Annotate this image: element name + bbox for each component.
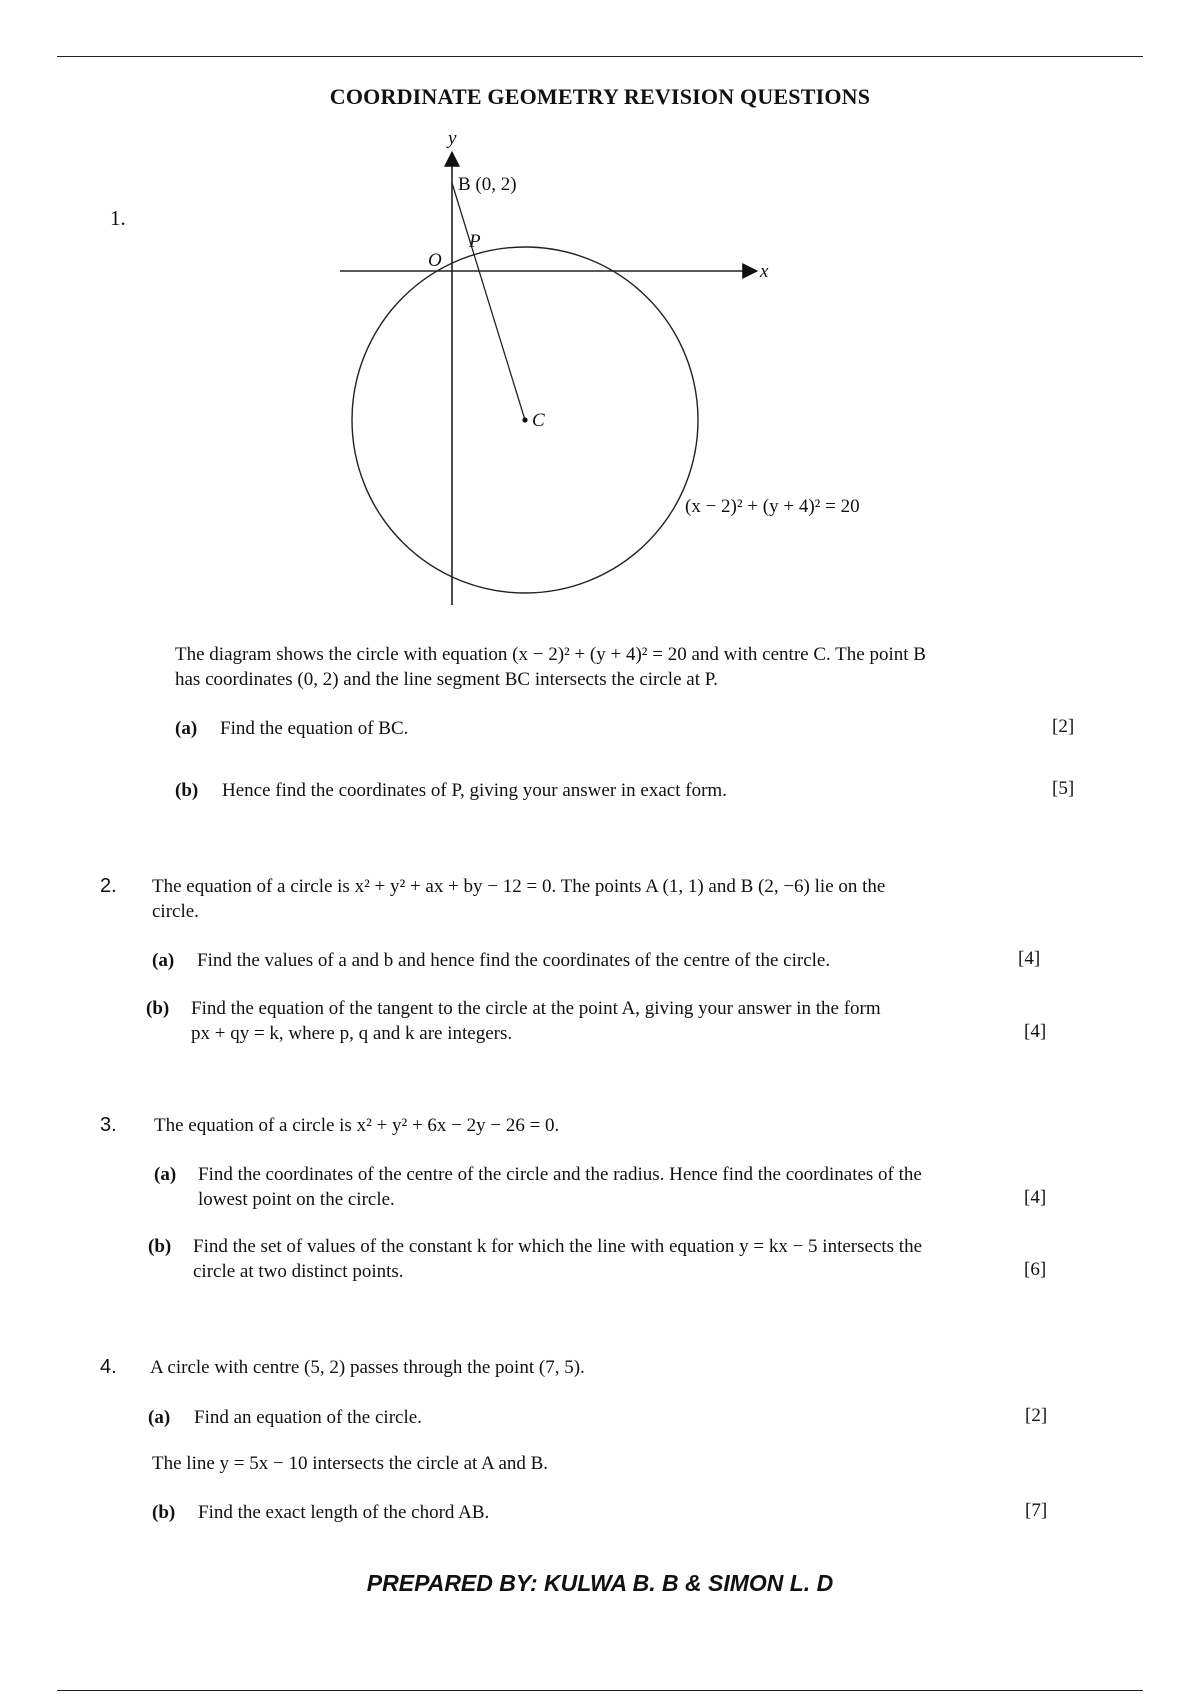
q4-intro: A circle with centre (5, 2) passes through the point (7, 5). (150, 1357, 585, 1378)
q4-part-a-text: Find an equation of the circle. (194, 1407, 422, 1428)
y-axis-label: y (448, 130, 457, 149)
q4-part-b-text: Find the exact length of the chord AB. (198, 1502, 490, 1523)
q3-part-a-line2: lowest point on the circle. (198, 1189, 395, 1210)
question-4-number: 4. (100, 1356, 117, 1378)
q2-part-b-marks: [4] (1024, 1021, 1047, 1042)
q1-part-b-marks: [5] (1052, 778, 1075, 799)
circle-equation-label: (x − 2)² + (y + 4)² = 20 (685, 496, 860, 517)
q2-intro-line2: circle. (152, 901, 199, 922)
page-title: COORDINATE GEOMETRY REVISION QUESTIONS (329, 84, 871, 109)
q1-part-a-label: (a) (175, 718, 198, 739)
origin-label: O (428, 250, 442, 271)
question-2-number: 2. (100, 875, 117, 897)
q4-part-b (152, 1500, 489, 1525)
x-axis-label: x (760, 261, 769, 282)
q3-part-b-line2: circle at two distinct points. (193, 1261, 404, 1282)
q1-part-a (175, 716, 408, 741)
q3-part-a-line1: Find the coordinates of the centre of the circle and the radius. Hence find the coordinates of the (198, 1164, 922, 1185)
q3-part-b (148, 1234, 922, 1259)
q1-part-a-marks: [2] (1052, 716, 1075, 737)
bottom-rule (57, 1690, 1143, 1691)
circle-diagram (340, 130, 920, 610)
q3-part-a-label: (a) (154, 1164, 177, 1185)
point-b-label: B (0, 2) (458, 174, 517, 195)
centre-point (522, 417, 527, 422)
q3-part-b-label: (b) (148, 1236, 172, 1257)
q3-part-a (154, 1162, 922, 1187)
q1-intro-line1: The diagram shows the circle with equation (x − 2)² + (y + 4)² = 20 and with centre C. The point B (175, 644, 926, 665)
question-1-number: 1. (110, 206, 126, 230)
centre-label: C (532, 410, 545, 431)
footer-credit: PREPARED BY: KULWA B. B & SIMON L. D (366, 1570, 834, 1596)
segment-bc (452, 183, 525, 420)
q4-part-a-marks: [2] (1025, 1405, 1048, 1426)
q3-part-b-marks: [6] (1024, 1259, 1047, 1280)
q1-part-b (175, 778, 727, 803)
top-rule (57, 56, 1143, 57)
q2-part-b-line1: Find the equation of the tangent to the circle at the point A, giving your answer in the form (191, 998, 881, 1019)
q3-part-a-marks: [4] (1024, 1187, 1047, 1208)
question-3-number: 3. (100, 1114, 117, 1136)
q2-part-a-label: (a) (152, 950, 175, 971)
q2-part-b (146, 996, 881, 1021)
q2-part-a-marks: [4] (1018, 948, 1041, 969)
q4-part-b-marks: [7] (1025, 1500, 1048, 1521)
q2-part-a (152, 948, 830, 973)
q2-part-b-label: (b) (146, 998, 170, 1019)
q4-part-a-label: (a) (148, 1407, 171, 1428)
q3-part-b-line1: Find the set of values of the constant k for which the line with equation y = kx − 5 intersects the (193, 1236, 923, 1257)
q4-part-b-label: (b) (152, 1502, 176, 1523)
q1-intro-line2: has coordinates (0, 2) and the line segment BC intersects the circle at P. (175, 669, 718, 690)
point-p-label: P (469, 231, 481, 252)
q2-intro-line1: The equation of a circle is x² + y² + ax + by − 12 = 0. The points A (1, 1) and B (2, −6) lie on the (152, 876, 886, 897)
q2-part-b-line2: px + qy = k, where p, q and k are integers. (191, 1023, 513, 1044)
q1-part-b-text: Hence find the coordinates of P, giving your answer in exact form. (222, 780, 727, 801)
q1-part-a-text: Find the equation of BC. (220, 718, 409, 739)
q4-middle: The line y = 5x − 10 intersects the circle at A and B. (152, 1453, 549, 1474)
q3-intro: The equation of a circle is x² + y² + 6x − 2y − 26 = 0. (154, 1115, 560, 1136)
q2-part-a-text: Find the values of a and b and hence find the coordinates of the centre of the circle. (197, 950, 831, 971)
q1-part-b-label: (b) (175, 780, 199, 801)
q4-part-a (148, 1405, 422, 1430)
